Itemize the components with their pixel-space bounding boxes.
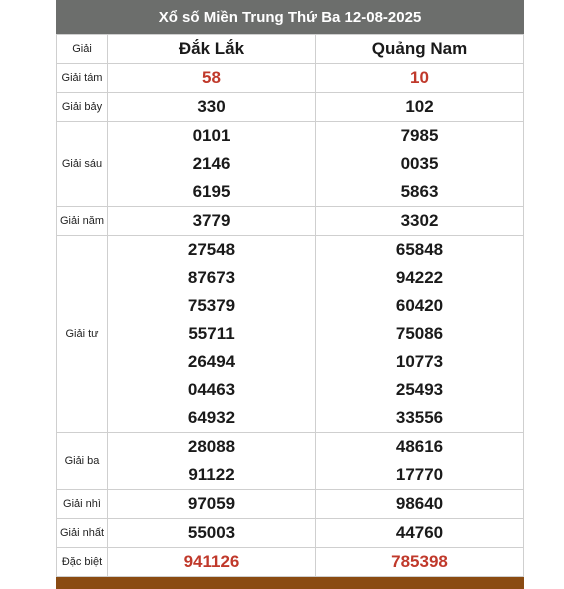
prize-row-g6 <box>57 122 524 207</box>
prize-number: 55003 <box>187 523 236 542</box>
prize-number: 75379 <box>187 296 236 315</box>
prize-number: 25493 <box>395 380 444 399</box>
prize-row-g2 <box>57 490 524 519</box>
prize-label: Đặc biệt <box>57 548 108 577</box>
prize-label: Giải sáu <box>57 122 108 207</box>
prize-value-dak-lak <box>108 122 316 207</box>
prize-value-dak-lak <box>108 433 316 490</box>
prize-number: 27548 <box>187 240 236 259</box>
prize-value-dak-lak <box>108 519 316 548</box>
prize-number: 3302 <box>400 211 439 230</box>
prize-number: 330 <box>197 97 226 116</box>
results-title: Xổ số Miền Trung Thứ Ba 12-08-2025 <box>56 0 524 34</box>
prize-value-dak-lak <box>108 64 316 93</box>
prize-value-quang-nam <box>316 548 524 577</box>
prize-value-dak-lak <box>108 207 316 236</box>
prize-number: 65848 <box>395 240 444 259</box>
prize-number: 0101 <box>192 126 231 145</box>
prize-number: 10773 <box>395 352 444 371</box>
prize-number: 60420 <box>395 296 444 315</box>
prize-number: 3779 <box>192 211 231 230</box>
prize-value-dak-lak <box>108 236 316 433</box>
prize-number: 75086 <box>395 324 444 343</box>
prize-row-g5 <box>57 207 524 236</box>
prize-number: 7985 <box>400 126 439 145</box>
results-table <box>56 34 524 577</box>
prize-number: 28088 <box>187 437 236 456</box>
prize-label: Giải bảy <box>57 93 108 122</box>
prize-value-dak-lak <box>108 93 316 122</box>
prize-value-quang-nam <box>316 122 524 207</box>
prize-number: 48616 <box>395 437 444 456</box>
prize-number: 87673 <box>187 268 236 287</box>
prize-value-quang-nam <box>316 64 524 93</box>
prize-row-g1 <box>57 519 524 548</box>
province-header-dak-lak[interactable]: Đắk Lắk <box>108 35 316 64</box>
prize-label: Giải tư <box>57 236 108 433</box>
prize-label: Giải nhì <box>57 490 108 519</box>
prize-number: 785398 <box>391 552 448 571</box>
prize-number: 26494 <box>187 352 236 371</box>
footer-bar <box>56 577 524 589</box>
prize-number: 58 <box>202 68 221 87</box>
prize-number: 2146 <box>192 154 231 173</box>
prize-number: 102 <box>405 97 434 116</box>
prize-number: 97059 <box>187 494 236 513</box>
prize-label: Giải tám <box>57 64 108 93</box>
prize-value-quang-nam <box>316 490 524 519</box>
prize-row-g8 <box>57 64 524 93</box>
prize-row-g7 <box>57 93 524 122</box>
lottery-results-panel <box>56 0 524 577</box>
prize-number: 04463 <box>187 380 236 399</box>
prize-number: 5863 <box>400 182 439 201</box>
prize-number: 0035 <box>400 154 439 173</box>
prize-value-quang-nam <box>316 519 524 548</box>
prize-number: 64932 <box>187 408 236 427</box>
prize-row-g4 <box>57 236 524 433</box>
prize-number: 941126 <box>183 552 240 571</box>
prize-number: 98640 <box>395 494 444 513</box>
prize-row-special <box>57 548 524 577</box>
prize-value-quang-nam <box>316 236 524 433</box>
prize-value-quang-nam <box>316 93 524 122</box>
prize-value-quang-nam <box>316 433 524 490</box>
prize-number: 33556 <box>395 408 444 427</box>
prize-value-quang-nam <box>316 207 524 236</box>
prize-number: 44760 <box>395 523 444 542</box>
prize-number: 6195 <box>192 182 231 201</box>
prize-value-dak-lak <box>108 490 316 519</box>
prize-number: 17770 <box>395 465 444 484</box>
prize-label: Giải nhất <box>57 519 108 548</box>
prize-number: 10 <box>410 68 429 87</box>
prize-number: 94222 <box>395 268 444 287</box>
prize-label: Giải ba <box>57 433 108 490</box>
prize-label: Giải năm <box>57 207 108 236</box>
prize-number: 91122 <box>188 465 235 484</box>
prize-column-header: Giải <box>57 35 108 64</box>
prize-value-dak-lak <box>108 548 316 577</box>
province-header-quang-nam[interactable]: Quảng Nam <box>316 35 524 64</box>
prize-row-g3 <box>57 433 524 490</box>
prize-number: 55711 <box>188 324 235 343</box>
header-row <box>57 35 524 64</box>
